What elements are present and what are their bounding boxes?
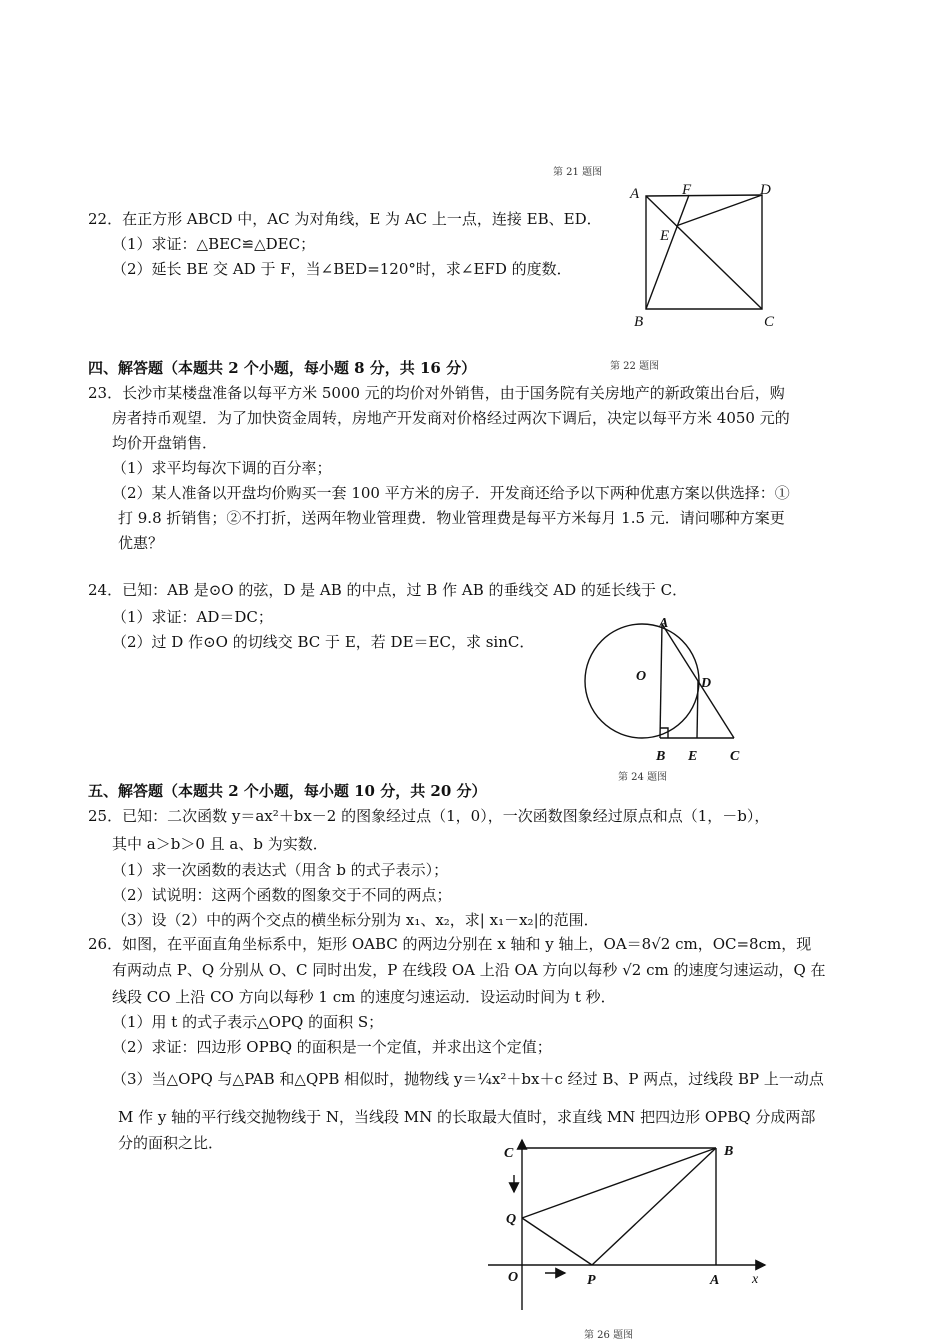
question-26-line-2: 有两动点 P、Q 分别从 O、C 同时出发，P 在线段 OA 上沿 OA 方向以每秒 √2 cm 的速度匀速运动，Q 在 [112, 961, 826, 979]
label-O: O [636, 669, 647, 684]
figure-22-caption: 第 22 题图 [610, 361, 660, 372]
question-24-part-1: （1）求证：AD＝DC； [112, 608, 273, 626]
question-22-part-2: （2）延长 BE 交 AD 于 F，当∠BED=120°时，求∠EFD 的度数． [112, 260, 572, 278]
question-25-line-2: 其中 a＞b＞0 且 a、b 为实数． [112, 835, 328, 853]
question-23-part-2-line-3: 优惠？ [118, 534, 164, 552]
label-C: C [730, 749, 740, 764]
label-D: D [760, 182, 771, 198]
figure-26-caption: 第 26 题图 [584, 1330, 634, 1341]
question-22-stem: 22．在正方形 ABCD 中，AC 为对角线，E 为 AC 上一点，连接 EB、ED． [88, 210, 602, 228]
label-C: C [504, 1146, 514, 1161]
question-26-part-2: （2）求证：四边形 OPBQ 的面积是一个定值，并求出这个定值； [112, 1038, 552, 1056]
label-C: C [764, 314, 775, 330]
label-F: F [682, 182, 692, 198]
label-B: B [634, 314, 644, 330]
figure-21-caption: 第 21 题图 [553, 167, 603, 178]
label-E: E [688, 749, 698, 764]
question-24-stem: 24．已知：AB 是⊙O 的弦，D 是 AB 的中点，过 B 作 AB 的垂线交 AD 的延长线于 C． [88, 581, 688, 599]
question-23-line-2: 房者持币观望．为了加快资金周转，房地产开发商对价格经过两次下调后，决定以每平方米 4050 元的 [112, 409, 790, 427]
question-25-part-1: （1）求一次函数的表达式（用含 b 的式子表示）； [112, 861, 449, 879]
label-Q: Q [506, 1212, 517, 1227]
section-4-heading: 四、解答题（本题共 2 个小题，每小题 8 分，共 16 分） [88, 359, 477, 377]
question-26-part-3-line-2: M 作 y 轴的平行线交抛物线于 N，当线段 MN 的长取最大值时，求直线 MN 把四边形 OPBQ 分成两部 [118, 1108, 816, 1126]
question-23-part-2-line-1: （2）某人准备以开盘均价购买一套 100 平方米的房子．开发商还给予以下两种优惠方案以供选择：① [112, 484, 790, 502]
question-23-line-3: 均价开盘销售． [112, 434, 218, 452]
figure-24-circle-diagram [575, 610, 750, 770]
label-B: B [656, 749, 666, 764]
label-D: D [701, 676, 712, 691]
question-25-part-3: （3）设（2）中的两个交点的横坐标分别为 x₁、x₂，求| x₁－x₂|的范围． [112, 911, 599, 929]
label-A: A [659, 616, 669, 631]
figure-22-square-diagram [625, 178, 785, 338]
label-P: P [587, 1273, 596, 1288]
label-A: A [710, 1273, 720, 1288]
question-22-part-1: （1）求证：△BEC≌△DEC； [112, 235, 316, 253]
question-26-line-1: 26．如图，在平面直角坐标系中，矩形 OABC 的两边分别在 x 轴和 y 轴上，OA＝8√2 cm，OC=8cm，现 [88, 935, 812, 953]
question-25-part-2: （2）试说明：这两个函数的图象交于不同的两点； [112, 886, 452, 904]
figure-26-coordinate-diagram [480, 1130, 770, 1316]
question-26-part-3-line-3: 分的面积之比． [118, 1134, 224, 1152]
label-B: B [724, 1144, 734, 1159]
question-23-part-1: （1）求平均每次下调的百分率； [112, 459, 332, 477]
label-E: E [660, 228, 670, 244]
label-O: O [508, 1270, 519, 1285]
question-26-part-3-line-1: （3）当△OPQ 与△PAB 和△QPB 相似时，抛物线 y＝¼x²＋bx＋c 经过 B、P 两点，过线段 BP 上一动点 [112, 1070, 824, 1088]
label-A: A [630, 186, 640, 202]
question-25-line-1: 25．已知：二次函数 y＝ax²＋bx－2 的图象经过点（1，0），一次函数图象经过原点和点（1，－b）， [88, 807, 770, 825]
question-24-part-2: （2）过 D 作⊙O 的切线交 BC 于 E，若 DE＝EC，求 sinC． [112, 633, 535, 651]
question-23-line-1: 23．长沙市某楼盘准备以每平方米 5000 元的均价对外销售，由于国务院有关房地产的新政策出台后，购 [88, 384, 785, 402]
figure-24-caption: 第 24 题图 [618, 772, 668, 783]
question-23-part-2-line-2: 打 9.8 折销售；②不打折，送两年物业管理费．物业管理费是每平方米每月 1.5 元．请问哪种方案更 [118, 509, 785, 527]
question-26-line-3: 线段 CO 上沿 CO 方向以每秒 1 cm 的速度匀速运动．设运动时间为 t 秒． [112, 988, 616, 1006]
question-26-part-1: （1）用 t 的式子表示△OPQ 的面积 S； [112, 1013, 384, 1031]
section-5-heading: 五、解答题（本题共 2 个小题，每小题 10 分，共 20 分） [88, 782, 487, 800]
label-x-axis: x [752, 1272, 759, 1287]
